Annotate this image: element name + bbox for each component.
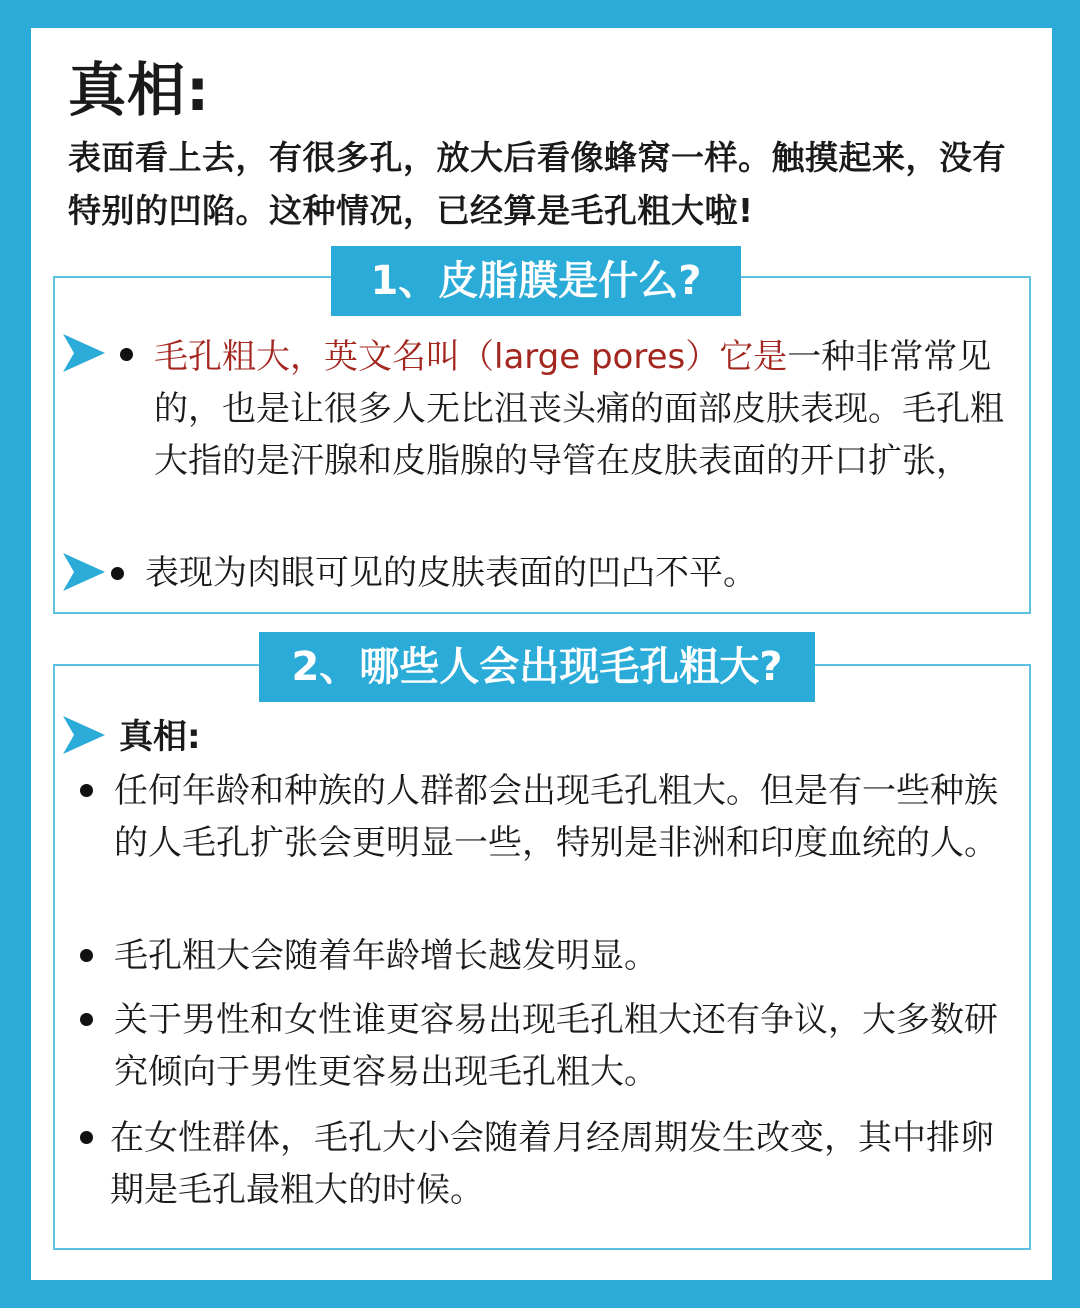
section-2-heading: 2、哪些人会出现毛孔粗大? — [259, 632, 815, 702]
bullet-dot-icon — [120, 348, 133, 361]
bullet-dot-icon — [111, 567, 124, 580]
section-1-item-2: 表现为肉眼可见的皮肤表面的凹凸不平。 — [145, 553, 757, 593]
section-2-item-1: 任何年龄和种族的人群都会出现毛孔粗大。但是有一些种族的人毛孔扩张会更明显一些，特别是非洲和印度血统的人。 — [114, 771, 998, 863]
bullet-dot-icon — [80, 784, 93, 797]
section-1-item-1 — [154, 331, 1014, 487]
item-text: 一种非常常见的，也是让很多人无比沮丧头痛的面部皮肤表现。毛孔粗大指的是汗腺和皮脂腺的导管在皮肤表面的开口扩张， — [154, 337, 1004, 481]
section-2-item-2: 毛孔粗大会随着年龄增长越发明显。 — [114, 936, 658, 976]
bullet-dot-icon — [80, 1013, 93, 1026]
intro-paragraph: 表面看上去，有很多孔，放大后看像蜂窝一样。触摸起来，没有特别的凹陷。这种情况，已经算是毛孔粗大啦! — [68, 138, 1006, 230]
arrow-right-icon — [63, 716, 105, 754]
section-2-subtitle: 真相: — [119, 717, 201, 757]
arrow-right-icon — [63, 553, 105, 591]
arrow-right-icon — [63, 334, 105, 372]
content-card — [31, 28, 1052, 1280]
bullet-dot-icon — [80, 949, 93, 962]
bullet-dot-icon — [80, 1131, 93, 1144]
section-1-heading: 1、皮脂膜是什么? — [331, 246, 741, 316]
page-title: 真相: — [68, 56, 211, 124]
highlighted-text: 毛孔粗大，英文名叫（large pores）它是 — [154, 337, 788, 377]
section-2-item-4: 在女性群体，毛孔大小会随着月经周期发生改变，其中排卵期是毛孔最粗大的时候。 — [110, 1118, 994, 1210]
section-2-item-3: 关于男性和女性谁更容易出现毛孔粗大还有争议，大多数研究倾向于男性更容易出现毛孔粗大。 — [114, 1000, 998, 1092]
